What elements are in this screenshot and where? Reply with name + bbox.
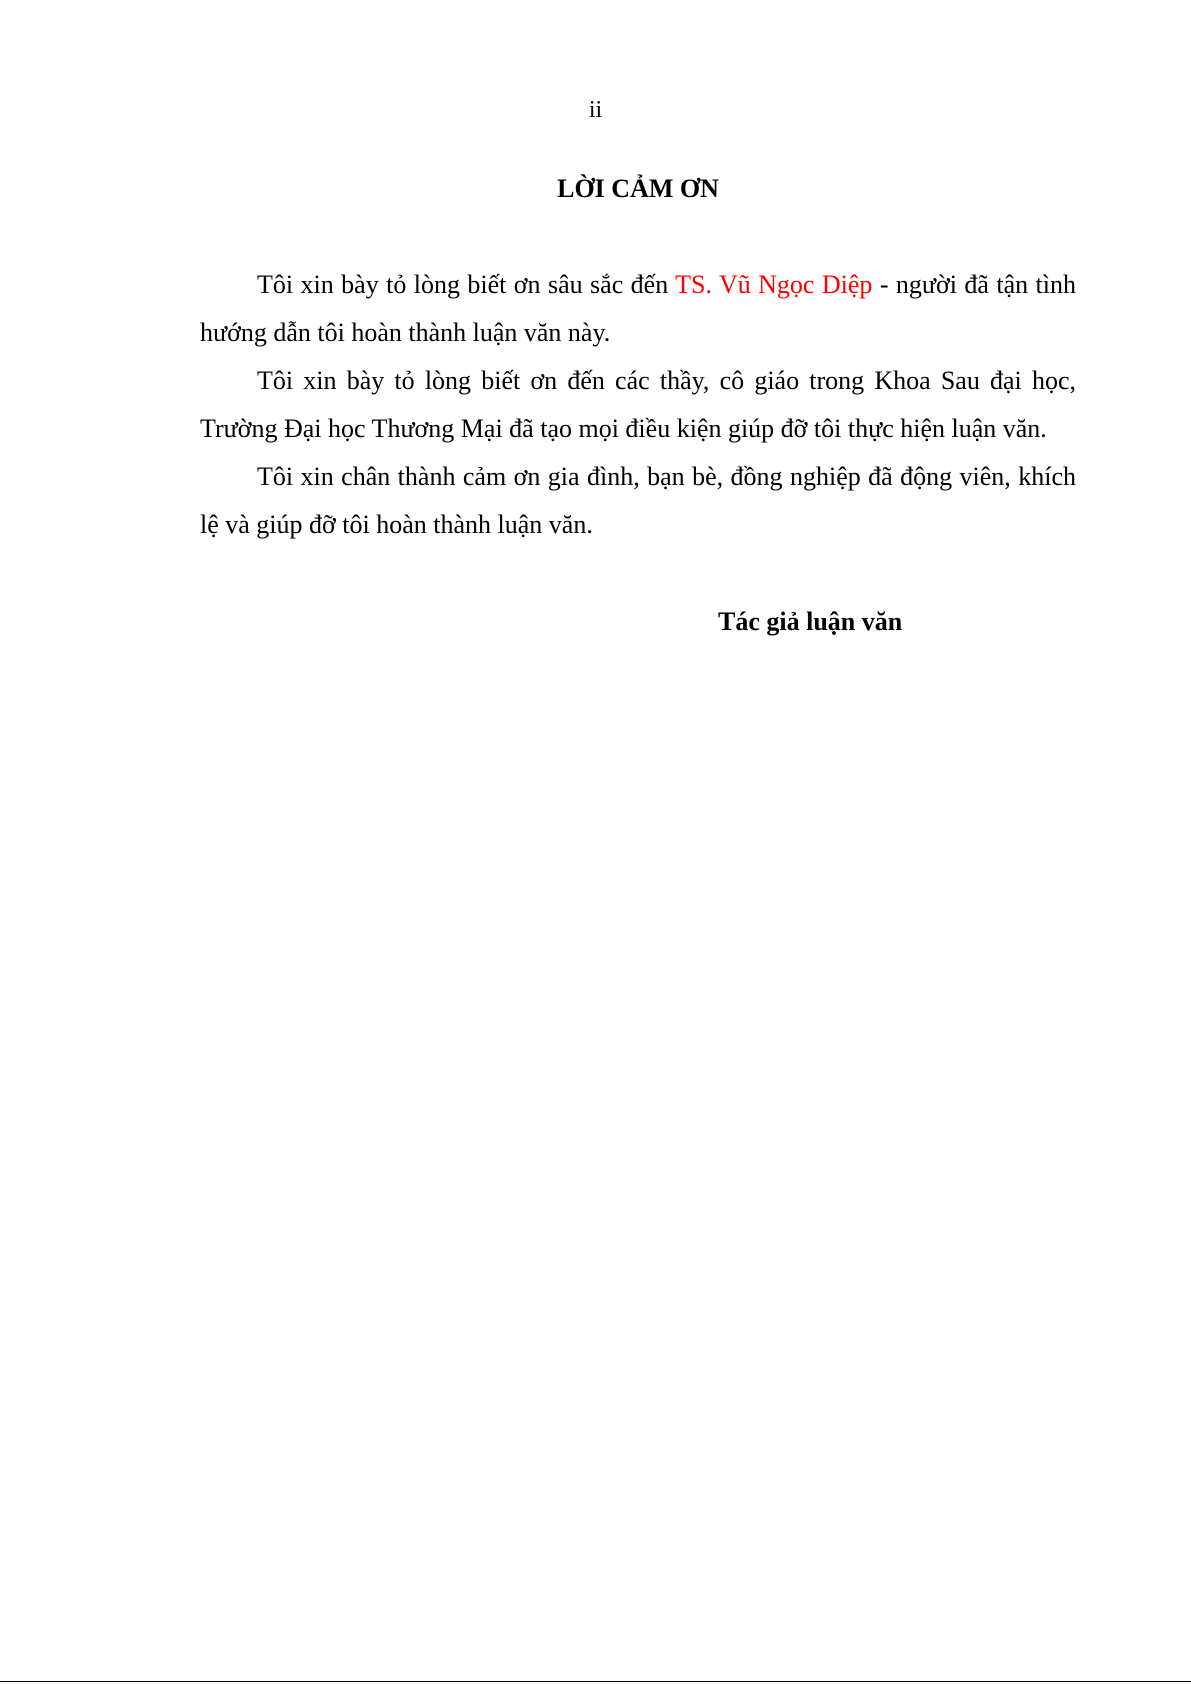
page-number: ii <box>588 97 603 123</box>
page-title: LỜI CẢM ƠN <box>557 174 719 203</box>
paragraph-text-before-advisor: Tôi xin bày tỏ lòng biết ơn sâu sắc đến <box>257 270 676 299</box>
page-bottom-divider <box>0 1681 1191 1682</box>
acknowledgement-paragraph-faculty: Tôi xin bày tỏ lòng biết ơn đến các thầy, cô giáo trong Khoa Sau đại học, Trường Đại học Thương Mại đã tạo mọi điều kiện giúp đỡ tôi thực hiện luận văn. <box>200 366 1076 443</box>
acknowledgement-paragraph-advisor <box>200 261 1076 357</box>
author-signature: Tác giả luận văn <box>718 607 903 636</box>
advisor-name: TS. Vũ Ngọc Diệp <box>675 270 873 299</box>
acknowledgement-body <box>200 261 1076 549</box>
acknowledgement-paragraph-family: Tôi xin chân thành cảm ơn gia đình, bạn bè, đồng nghiệp đã động viên, khích lệ và giúp đỡ tôi hoàn thành luận văn. <box>200 462 1076 539</box>
paragraph-text-after-advisor: - người đã tận tình hướng dẫn tôi hoàn thành luận văn này. <box>200 270 1076 347</box>
